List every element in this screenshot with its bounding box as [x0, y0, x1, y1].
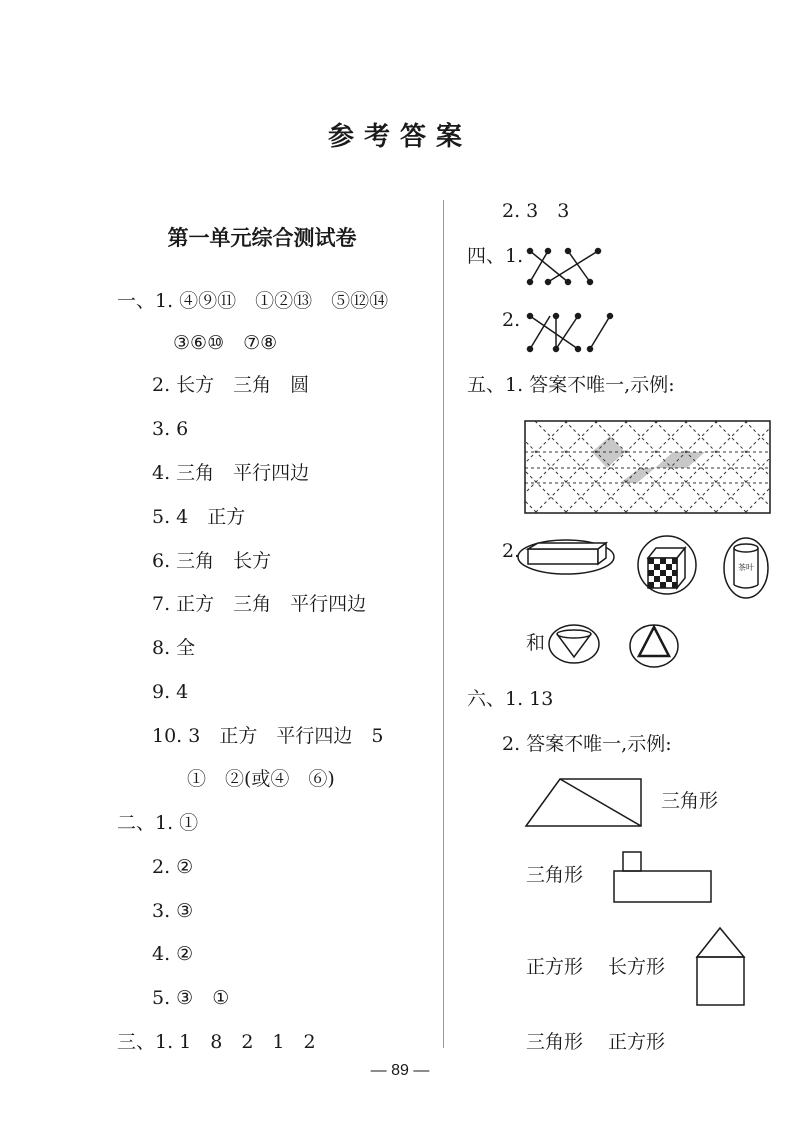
answer-line: 2. 长方 三角 圆 — [152, 374, 310, 396]
tiling-grid-figure — [445, 421, 800, 513]
answer-line: 2. — [502, 309, 521, 331]
rectangle-diagonal-figure — [526, 779, 641, 826]
answer-line: 3. 6 — [152, 418, 189, 440]
rubiks-cube-figure — [638, 536, 696, 594]
cone-figure — [549, 625, 599, 663]
triangle-in-circle-figure — [630, 625, 678, 667]
answer-line: 五、1. 答案不唯一,示例: — [467, 374, 675, 396]
page-title: 参考答案 — [327, 122, 472, 152]
answer-line: 2. 答案不唯一,示例: — [502, 733, 672, 755]
answer-line: 一、1. ④⑨⑪ ①②⑬ ⑤⑫⑭ — [117, 290, 389, 312]
house-shape-figure — [697, 928, 744, 1005]
matching-lines-2 — [528, 314, 613, 352]
tea-can-text: 茶叶 — [738, 563, 754, 572]
answer-line: 9. 4 — [152, 681, 189, 703]
shape-label: 三角形 — [526, 1031, 584, 1053]
answer-line: ③⑥⑩ ⑦⑧ — [173, 332, 278, 354]
shape-label: 三角形 — [661, 790, 719, 812]
shape-label: 长方形 — [608, 956, 666, 978]
cuboid-plate-figure — [518, 540, 614, 574]
answer-line: 4. ② — [152, 943, 194, 965]
shape-label: 正方形 — [608, 1031, 666, 1053]
answer-line: 5. ③ ① — [152, 987, 230, 1009]
step-shape-figure — [614, 852, 711, 902]
answer-line: 6. 三角 长方 — [152, 550, 272, 572]
answer-line: 2. — [502, 540, 521, 562]
answer-line: 六、1. 13 — [467, 688, 554, 710]
answer-line: 7. 正方 三角 平行四边 — [152, 593, 367, 615]
answer-line: 10. 3 正方 平行四边 5 — [152, 725, 384, 747]
answer-line: 四、1. — [467, 245, 524, 267]
answer-line: 8. 全 — [152, 637, 196, 659]
shape-label: 三角形 — [526, 864, 584, 886]
answer-line: 2. ② — [152, 856, 194, 878]
page-number: — 89 — — [370, 1062, 430, 1079]
answer-line: 4. 三角 平行四边 — [152, 462, 310, 484]
answer-line: 二、1. ① — [117, 812, 199, 834]
answer-line: 三、1. 1 8 2 1 2 — [117, 1031, 316, 1053]
unit-title: 第一单元综合测试卷 — [167, 226, 357, 250]
answer-line: 5. 4 正方 — [152, 506, 246, 528]
matching-lines-1 — [528, 249, 601, 285]
answer-line: 3. ③ — [152, 900, 194, 922]
shape-label: 正方形 — [526, 956, 584, 978]
answer-line: ① ②(或④ ⑥) — [187, 768, 335, 790]
answer-line: 和 — [526, 632, 546, 654]
answer-line: 2. 3 3 — [502, 200, 570, 222]
